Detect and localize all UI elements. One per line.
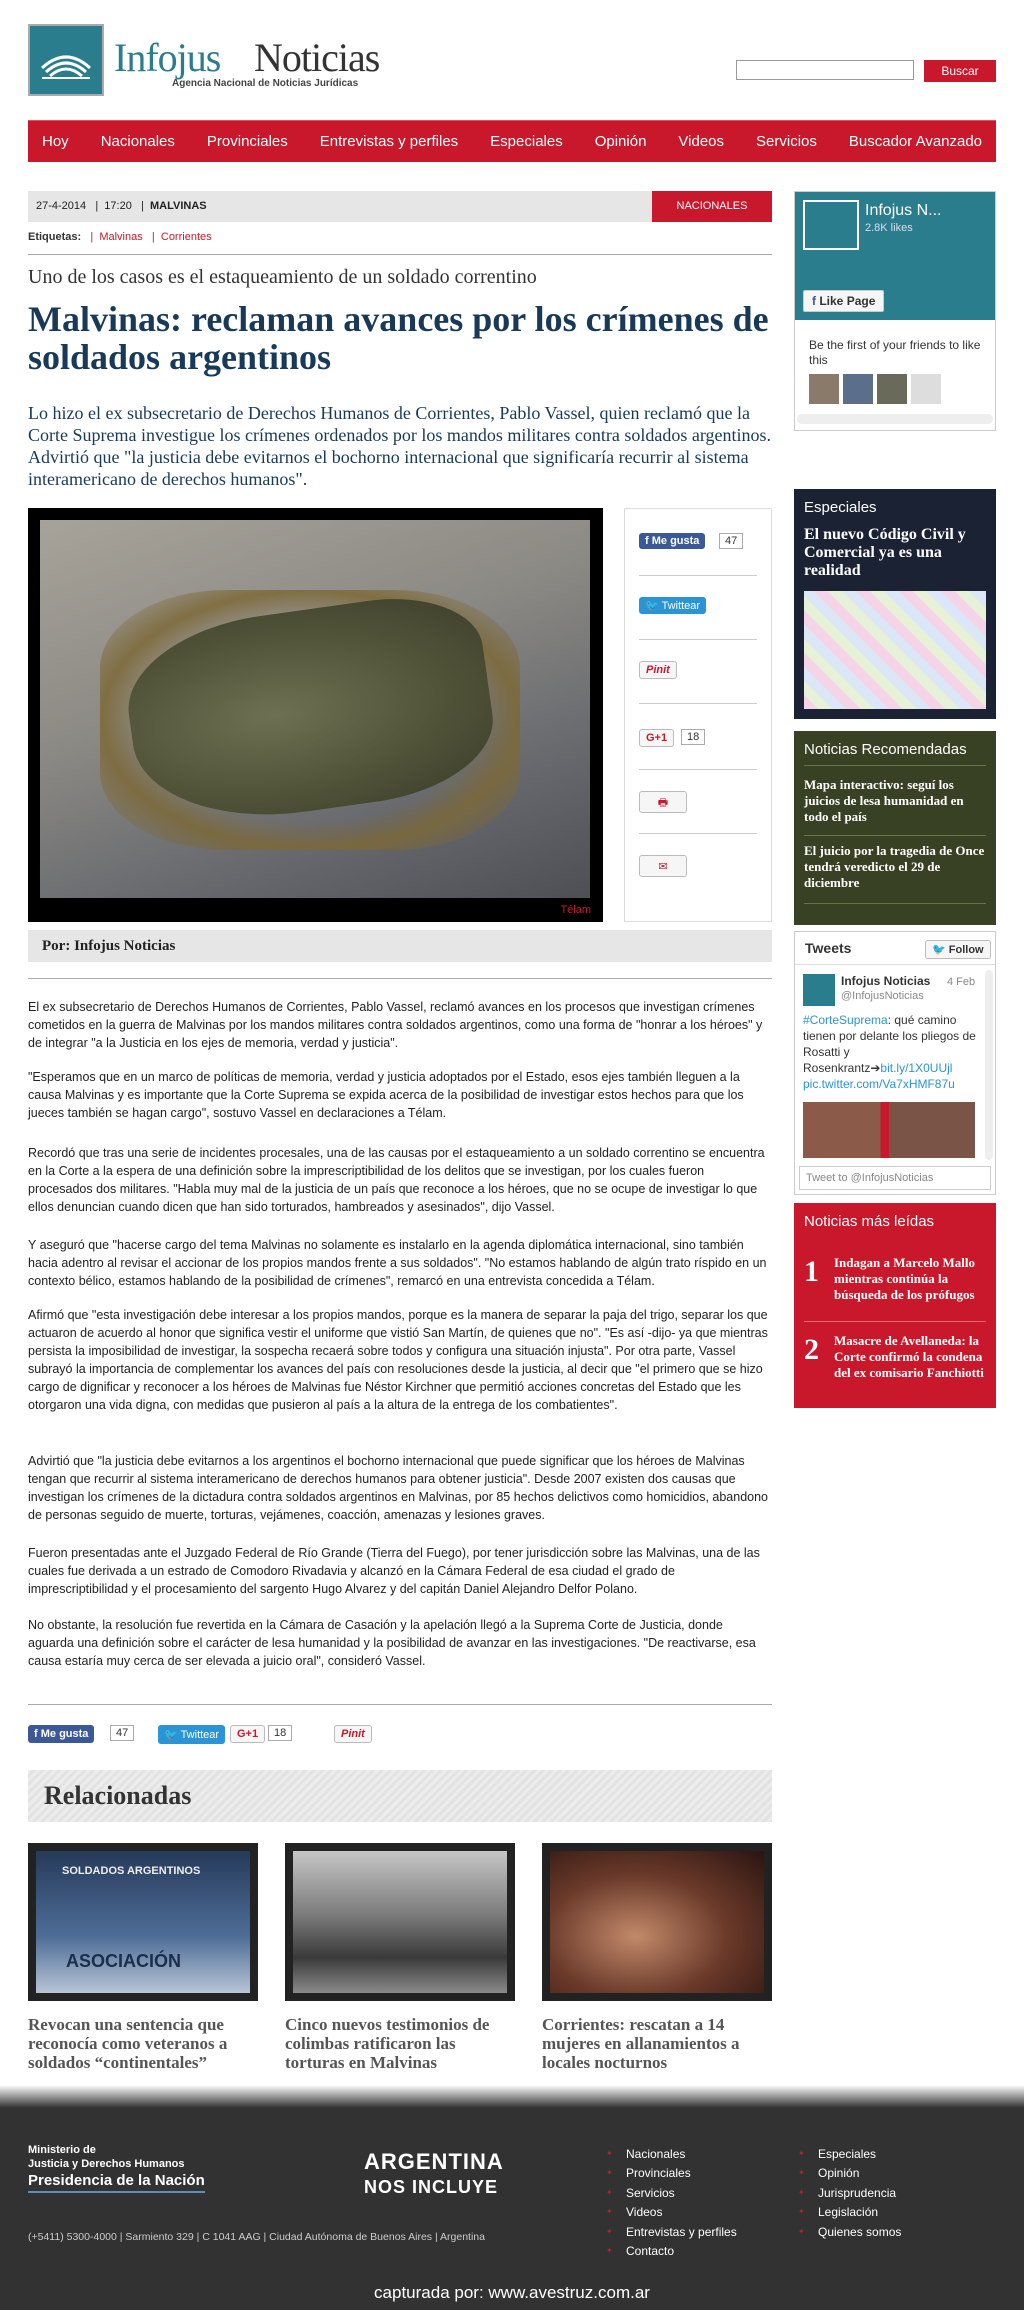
tweet-link[interactable]: bit.ly/1X0UUjl — [880, 1061, 953, 1075]
search-input[interactable] — [736, 60, 914, 80]
tweet-link[interactable]: pic.twitter.com/Va7xHMF87u — [803, 1077, 955, 1091]
facebook-avatar — [803, 200, 859, 250]
twitter-tweet-button[interactable]: 🐦 Twittear — [639, 597, 706, 614]
rank-number: 1 — [804, 1255, 819, 1288]
footer-link-jurisprudencia[interactable]: Jurisprudencia — [818, 2186, 897, 2200]
photo-credit: Télam — [560, 904, 591, 916]
related-image-2[interactable] — [285, 1843, 515, 2001]
bullet-icon: ✦ — [798, 2168, 805, 2177]
nav-item-nacionales[interactable]: Nacionales — [100, 133, 175, 150]
facebook-icon: f — [812, 294, 816, 308]
footer-ministry-line2[interactable]: Justicia y Derechos Humanos — [28, 2158, 185, 2170]
footer-shade — [0, 2085, 1024, 2107]
divider — [639, 769, 757, 770]
mas-leidas-box — [794, 1203, 996, 1408]
share-column — [624, 508, 772, 922]
mas-leida-link-2[interactable]: Masacre de Avellaneda: la Corte confirmó la condena del ex comisario Fanchiotti — [834, 1333, 984, 1380]
related-image-1[interactable] — [28, 1843, 258, 2001]
article-lead: Lo hizo el ex subsecretario de Derechos Humanos de Corrientes, Pablo Vassel, quien reclamó que la Corte Suprema investigue los crímenes ordenados por los mandos militares contra soldados argentinos. Advirtió que "la justicia debe evitarnos el bochorno internacional que significaría recurrir al sistema interamericano de derechos humanos". — [28, 403, 772, 489]
tweet-author-name[interactable]: Infojus Noticias — [841, 974, 931, 988]
bullet-icon: ✦ — [606, 2149, 613, 2158]
google-plus-button-bottom[interactable]: G+1 — [230, 1725, 265, 1743]
tweet-to-input[interactable]: Tweet to @InfojusNoticias — [799, 1166, 991, 1190]
twitter-follow-button[interactable] — [925, 940, 991, 959]
recomendada-link-1[interactable]: Mapa interactivo: seguí los juicios de lesa humanidad en todo el país — [804, 777, 964, 824]
divider — [804, 765, 986, 766]
facebook-page-name[interactable]: Infojus N... — [865, 202, 942, 219]
tags-row: Etiquetas: | Malvinas | Corrientes — [28, 231, 212, 243]
vertical-scrollbar[interactable] — [985, 970, 993, 1160]
facebook-like-button[interactable]: f Me gusta — [639, 533, 705, 549]
tweet-author-handle[interactable]: @InfojusNoticias — [841, 990, 924, 1002]
facebook-friends-text: Be the first of your friends to like this — [809, 338, 981, 367]
related-photo-soldiers — [293, 1851, 507, 1993]
facebook-like-page-label: Like Page — [819, 294, 876, 308]
tags-label: Etiquetas: — [28, 231, 82, 243]
article-paragraph: Fueron presentadas ante el Juzgado Federal de Río Grande (Tierra del Fuego), por tener jurisdicción sobre las Malvinas, una de las cuales fue derivada a un estrado de Comodoro Rivadavia y alcanzó en la Cámara Federal de esa ciudad el grado de imprescriptibilidad y el procesamiento del sargento Hugo Alvarez y del capitán Daniel Alejandro Delfor Polano. — [28, 1546, 760, 1596]
nav-item-hoy[interactable]: Hoy — [42, 133, 69, 150]
divider — [28, 978, 772, 979]
logo-subtitle: Agencia Nacional de Noticias Jurídicas — [172, 78, 359, 89]
banner-text: ASOCIACIÓN — [66, 1951, 182, 1971]
bullet-icon: ✦ — [606, 2168, 613, 2177]
recomendadas-heading: Noticias Recomendadas — [804, 741, 967, 758]
divider — [795, 964, 995, 965]
divider — [639, 833, 757, 834]
section-badge[interactable]: NACIONALES — [652, 191, 772, 222]
recomendada-link-2[interactable]: El juicio por la tragedia de Once tendrá veredicto el 29 de diciembre — [804, 843, 985, 890]
tweet-image[interactable] — [803, 1102, 975, 1158]
infojus-logo-icon[interactable] — [28, 24, 104, 96]
avatar[interactable] — [877, 374, 907, 404]
nav-item-opinion[interactable]: Opinión — [594, 133, 647, 150]
especiales-image[interactable] — [804, 591, 986, 709]
divider — [639, 703, 757, 704]
twitter-tweet-label: Twittear — [180, 1729, 220, 1741]
tag-link-corrientes[interactable]: Corrientes — [160, 231, 212, 243]
nav-item-videos[interactable]: Videos — [678, 133, 725, 150]
footer-link-opinion[interactable]: Opinión — [818, 2166, 860, 2180]
email-icon[interactable]: ✉ — [639, 855, 687, 877]
article-paragraph: El ex subsecretario de Derechos Humanos de Corrientes, Pablo Vassel, reclamó avances en los procesos que investigan crímenes cometidos en la guerra de Malvinas por los mandos militares contra soldados argentinos, como una forma de "honrar a los héroes" y de integrar "a la Justicia en los ejes de memoria, verdad y justicia". — [28, 1000, 763, 1050]
facebook-page-likes: 2.8K likes — [865, 222, 913, 234]
related-title-1[interactable]: Revocan una sentencia que reconocía como veteranos a soldados “continentales” — [28, 2015, 228, 2072]
footer-link-entrevistas[interactable]: Entrevistas y perfiles — [626, 2225, 737, 2239]
article-category: MALVINAS — [149, 200, 207, 212]
facebook-page-widget — [794, 191, 996, 431]
footer-ministry-line1[interactable]: Ministerio de — [28, 2144, 96, 2156]
facebook-cover — [795, 192, 995, 320]
divider — [28, 254, 772, 255]
footer-presidencia[interactable]: Presidencia de la Nación — [28, 2172, 205, 2193]
logo-word-infojus[interactable]: Infojus — [114, 35, 221, 80]
facebook-friend-avatars — [809, 374, 949, 404]
pinterest-pin-button-bottom[interactable]: Pinit — [334, 1725, 372, 1743]
bullet-icon: ✦ — [798, 2188, 805, 2197]
footer-link-servicios[interactable]: Servicios — [626, 2186, 675, 2200]
article-paragraph: Advirtió que "la justicia debe evitarnos a los argentinos el bochorno internacional que puede significar que los héroes de Malvinas tengan que recurrir al sistema interamericano de derechos humanos para obtener justicia". Desde 2007 existen dos causas que investigan los crímenes de la dictadura contra soldados argentinos en Malvinas, por 85 hechos delictivos como homicidios, abandono de personas seguido de muerte, torturas, vejámenes, coacción, amenazas y lesiones graves. — [28, 1454, 769, 1522]
mas-leidas-heading: Noticias más leídas — [804, 1213, 935, 1230]
avatar[interactable] — [843, 374, 873, 404]
avatar[interactable] — [809, 374, 839, 404]
tweets-heading: Tweets — [805, 940, 852, 956]
nav-item-especiales[interactable]: Especiales — [490, 133, 563, 150]
google-plus-button[interactable]: G+1 — [639, 729, 674, 747]
footer-argentina-line1[interactable]: ARGENTINA — [364, 2149, 504, 2174]
divider — [804, 835, 986, 836]
facebook-like-count-bottom: 47 — [110, 1725, 134, 1741]
especiales-title[interactable]: El nuevo Código Civil y Comercial ya es una realidad — [804, 526, 966, 579]
article-paragraph: "Esperamos que en un marco de políticas de memoria, verdad y justicia adoptados por el Estado, esos ejes también lleguen a la causa Malvinas y es importante que la Corte Suprema se expida acerca de la posibilidad de investigar estos hechos para que los jueces también se hagan cargo", sostuvo Vassel en declaraciones a Télam. — [28, 1070, 744, 1120]
facebook-like-label: Me gusta — [651, 535, 700, 547]
horizontal-scrollbar[interactable] — [797, 414, 993, 424]
footer-address: (+5411) 5300-4000 | Sarmiento 329 | C 1041 AAG | Ciudad Autónoma de Buenos Aires | Argentina — [28, 2231, 485, 2243]
facebook-like-count: 47 — [719, 533, 743, 549]
pinterest-pin-button[interactable]: Pinit — [639, 661, 677, 679]
print-icon[interactable]: 🖶 — [639, 791, 687, 813]
facebook-like-page-button[interactable] — [803, 290, 884, 312]
google-plus-count: 18 — [681, 729, 705, 745]
divider — [804, 1321, 986, 1322]
logo-word-noticias[interactable]: Noticias — [254, 35, 380, 80]
tag-link-malvinas[interactable]: Malvinas — [99, 231, 143, 243]
bullet-icon: ✦ — [606, 2188, 613, 2197]
twitter-follow-label: Follow — [948, 944, 984, 956]
mas-leida-link-1[interactable]: Indagan a Marcelo Mallo mientras continúa la búsqueda de los prófugos — [834, 1255, 975, 1302]
divider — [639, 639, 757, 640]
article-paragraph: No obstante, la resolución fue revertida en la Cámara de Casación y la apelación llegó a la Suprema Corte de Justicia, donde aguarda una definición sobre el carácter de lesa humanidad y la posibilidad de avanzar en las investigaciones. "De reactivarse, esa causa estaría muy cerca de ser elevada a juicio oral", consideró Vassel. — [28, 1618, 756, 1668]
nav-item-provinciales[interactable]: Provinciales — [206, 133, 288, 150]
related-image-3[interactable] — [542, 1843, 772, 2001]
bullet-icon: ✦ — [798, 2207, 805, 2216]
article-paragraph: Afirmó que "esta investigación debe interesar a los propios mandos, porque es la manera de separar la paja del trigo, separar los que actuaron de acuerdo al honor que significa vestir el uniforme que vistió San Martín, de quienes que no". "Es así -dijo- ya que mientras persista la imposibilidad de investigar, la sospecha recaerá sobre todos y configura una situación injusta". Por otra parte, Vassel subrayó la importancia de complementar los avances del país con resoluciones desde la justicia, al decir que "el primero que se hizo cargo de dignificar y reconocer a los héroes de Malvinas fue Néstor Kirchner que permitió acciones concretas del Estado que les otorgaron una vida digna, con medidas que pusieron al país a la altura de la entrega de los combatientes". — [28, 1308, 768, 1412]
tweet-avatar[interactable] — [803, 974, 835, 1006]
twitter-tweet-button-bottom[interactable]: 🐦 Twittear — [158, 1725, 225, 1744]
bullet-icon: ✦ — [798, 2149, 805, 2158]
footer — [0, 2107, 1024, 2310]
divider — [639, 575, 757, 576]
bullet-icon: ✦ — [798, 2227, 805, 2236]
article-title: Malvinas: reclaman avances por los crímenes de soldados argentinos — [28, 299, 769, 377]
article-photo[interactable] — [28, 508, 603, 922]
footer-link-nacionales[interactable]: Nacionales — [626, 2147, 686, 2161]
related-title-2[interactable]: Cinco nuevos testimonios de colimbas ratificaron las torturas en Malvinas — [285, 2015, 490, 2072]
nav-item-buscador-avanzado[interactable]: Buscador Avanzado — [848, 133, 983, 150]
article-meta-bar: 27-4-2014 | 17:20 | MALVINAS — [28, 191, 772, 222]
nav-item-servicios[interactable]: Servicios — [756, 133, 817, 150]
footer-argentina-line2[interactable]: NOS INCLUYE — [364, 2177, 499, 2197]
twitter-tweet-label: Twittear — [661, 600, 701, 612]
avatar[interactable] — [911, 374, 941, 404]
capture-credit: capturada por: www.avestruz.com.ar — [374, 2283, 650, 2302]
google-plus-count-bottom: 18 — [268, 1725, 292, 1741]
footer-link-especiales[interactable]: Especiales — [818, 2147, 877, 2161]
footer-link-legislacion[interactable]: Legislación — [818, 2205, 879, 2219]
search-button[interactable]: Buscar — [924, 60, 996, 82]
facebook-like-label: Me gusta — [40, 1728, 89, 1740]
bullet-icon: ✦ — [606, 2246, 613, 2255]
related-photo-shoes — [550, 1851, 764, 1993]
footer-link-quienes-somos[interactable]: Quienes somos — [818, 2225, 902, 2239]
footer-link-videos[interactable]: Videos — [626, 2205, 663, 2219]
article-paragraph: Y aseguró que "hacerse cargo del tema Malvinas no solamente es instalarlo en la agenda diplomática internacional, sino también hacia adentro al revisar el accionar de los propios mandos frente a sus soldados". "No estamos hablando de algún trato ríspido en un contexto bélico, estamos hablando de la posibilidad de crímenes", remarcó en una entrevista concedida a Télam. — [28, 1238, 767, 1288]
main-nav — [28, 120, 996, 162]
related-heading: Relacionadas — [28, 1770, 772, 1822]
article-paragraph: Recordó que tras una serie de incidentes procesales, una de las causas por el estaqueamiento a un soldado correntino se encuentra en la Corte a la espera de una definición sobre la imprescriptibilidad de los delitos que se investigan, por los cuales fueron procesados dos militares. "Habla muy mal de la justicia de un país que reconoce a los héroes, que no se ocupe de investigar lo que ellos denuncian cuando dicen que han sido torturados, hambreados y asesinados", dijo Vassel. — [28, 1146, 765, 1214]
article-kicker: Uno de los casos es el estaqueamiento de un soldado correntino — [28, 266, 537, 288]
author-byline: Por: Infojus Noticias — [28, 930, 772, 962]
related-photo-protest — [36, 1851, 250, 1993]
tweet-text — [803, 1012, 979, 1092]
divider — [804, 903, 986, 904]
nav-item-entrevistas[interactable]: Entrevistas y perfiles — [319, 133, 459, 150]
especiales-heading: Especiales — [804, 499, 877, 516]
especiales-box — [794, 489, 996, 719]
related-title-3[interactable]: Corrientes: rescatan a 14 mujeres en allanamientos a locales nocturnos — [542, 2015, 740, 2072]
article-time: 17:20 — [104, 200, 132, 212]
bullet-icon: ✦ — [606, 2207, 613, 2216]
banner-text: SOLDADOS ARGENTINOS — [62, 1865, 201, 1877]
footer-link-provinciales[interactable]: Provinciales — [626, 2166, 691, 2180]
recomendadas-box — [794, 731, 996, 925]
rank-number: 2 — [804, 1333, 819, 1366]
photo-image — [40, 520, 590, 898]
footer-link-contacto[interactable]: Contacto — [626, 2244, 675, 2258]
tweet-body: : qué camino tienen por delante los pliegos de Rosatti y Rosenkrantz➔ — [803, 1013, 976, 1075]
bullet-icon: ✦ — [606, 2227, 613, 2236]
article-date: 27-4-2014 — [36, 200, 87, 212]
twitter-bird-icon: 🐦 — [932, 944, 946, 956]
tweet-date[interactable]: 4 Feb — [947, 976, 976, 988]
twitter-widget — [794, 931, 996, 1195]
divider — [28, 1704, 772, 1705]
tweet-hashtag[interactable]: #CorteSuprema — [803, 1013, 888, 1027]
facebook-like-button-bottom[interactable]: f Me gusta — [28, 1725, 94, 1743]
